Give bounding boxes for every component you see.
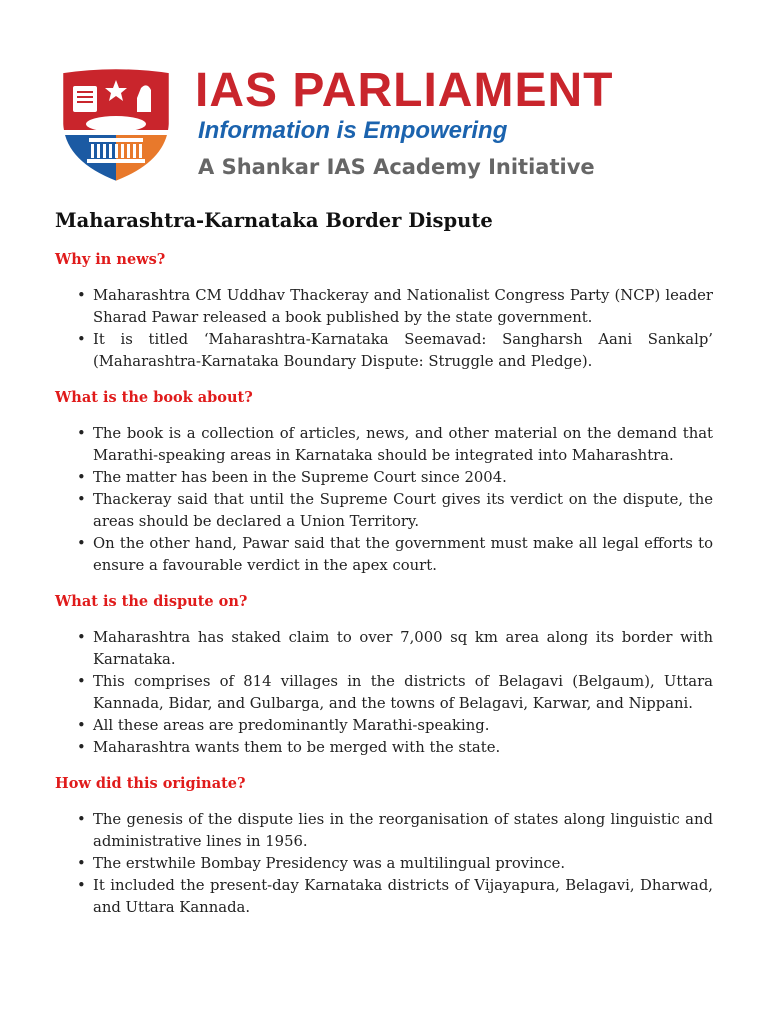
section-heading-why-in-news: Why in news? [55, 251, 166, 268]
list-item: • The genesis of the dispute lies in the reorganisation of states along linguistic and administrative lines in 1956. [93, 809, 713, 853]
list-item: • The erstwhile Bombay Presidency was a multilingual province. [93, 853, 713, 875]
list-item: • This comprises of 814 villages in the districts of Belagavi (Belgaum), Uttara Kannada, Bidar, and Gulbarga, and the towns of Belagavi, Karwar, and Nippani. [93, 671, 713, 715]
list-item: • On the other hand, Pawar said that the government must make all legal efforts to ensure a favourable verdict in the apex court. [93, 533, 713, 577]
bullet-list-originate [55, 809, 713, 919]
section-heading-book-about: What is the book about? [55, 389, 253, 406]
list-item: • It is titled ‘Maharashtra-Karnataka Seemavad: Sangharsh Aani Sankalp’ (Maharashtra-Karnataka Boundary Dispute: Struggle and Pledge). [93, 329, 713, 373]
list-item: • Thackeray said that until the Supreme Court gives its verdict on the dispute, the areas should be declared a Union Territory. [93, 489, 713, 533]
brand-name: IAS PARLIAMENT [195, 64, 614, 117]
list-item: • The matter has been in the Supreme Court since 2004. [93, 467, 713, 489]
brand-initiative: A Shankar IAS Academy Initiative [198, 155, 595, 179]
bullet-list-why-in-news [55, 285, 713, 373]
bullet-list-book-about [55, 423, 713, 577]
section-heading-dispute-on: What is the dispute on? [55, 593, 248, 610]
brand-tagline: Information is Empowering [198, 117, 508, 144]
list-item: • Maharashtra has staked claim to over 7,000 sq km area along its border with Karnataka. [93, 627, 713, 671]
list-item: • Maharashtra CM Uddhav Thackeray and Nationalist Congress Party (NCP) leader Sharad Pawar released a book published by the state government. [93, 285, 713, 329]
section-heading-originate: How did this originate? [55, 775, 246, 792]
bullet-list-dispute-on [55, 627, 713, 759]
header-banner [0, 0, 768, 200]
article-body [55, 207, 713, 919]
list-item: • The book is a collection of articles, news, and other material on the demand that Marathi-speaking areas in Karnataka should be integrated into Maharashtra. [93, 423, 713, 467]
list-item: • It included the present-day Karnataka districts of Vijayapura, Belagavi, Dharwad, and Uttara Kannada. [93, 875, 713, 919]
ias-parliament-shield-logo [59, 66, 173, 184]
list-item: • All these areas are predominantly Marathi-speaking. [93, 715, 713, 737]
list-item: • Maharashtra wants them to be merged with the state. [93, 737, 713, 759]
article-title: Maharashtra-Karnataka Border Dispute [55, 209, 493, 232]
